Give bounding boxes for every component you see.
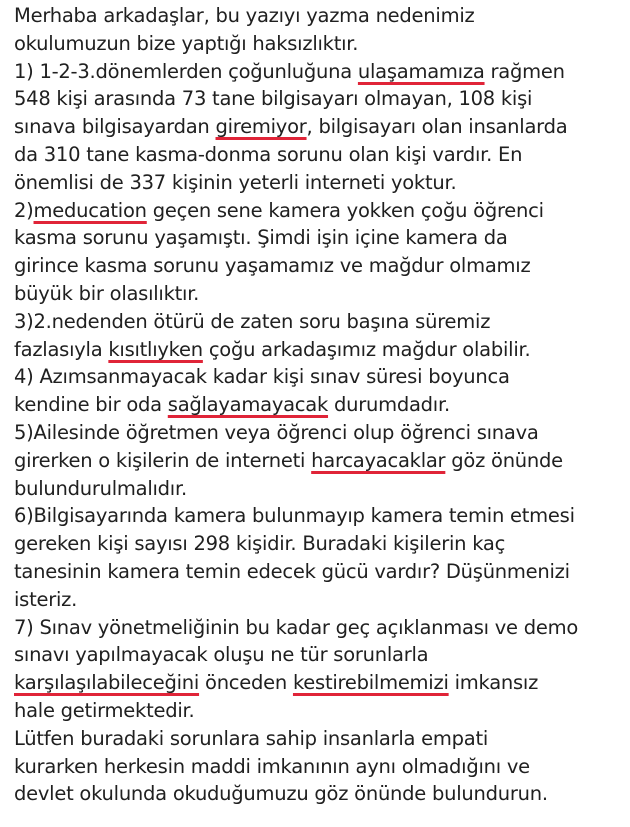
text-run: kurarken herkesin maddi imkanının aynı olmadığını ve [14, 754, 530, 778]
text-line [14, 85, 620, 113]
text-line [14, 669, 620, 697]
text-line [14, 252, 620, 280]
text-run: geçen sene kamera yokken çoğu öğrenci [146, 198, 544, 222]
text-run: gereken kişi sayısı 298 kişidir. Buradaki kişilerin kaç [14, 532, 506, 556]
text-line [14, 419, 620, 447]
text-run: 3)2.nedenden ötürü de zaten soru başına süremiz [14, 309, 491, 333]
text-line [14, 753, 620, 781]
text-line [14, 586, 620, 614]
text-run: önceden [199, 671, 293, 695]
text-line [14, 697, 620, 725]
text-line [14, 475, 620, 503]
misspelled-word[interactable]: kestirebilmemizi [292, 671, 449, 695]
misspelled-word[interactable]: harcayacaklar [311, 448, 446, 472]
text-run: Merhaba arkadaşlar, bu yazıyı yazma nedenimiz [14, 4, 475, 27]
text-run: durumdadır. [328, 393, 450, 417]
misspelled-word[interactable]: kısıtlıyken [108, 337, 203, 361]
document-text [14, 2, 620, 808]
text-line [14, 169, 620, 197]
text-line [14, 530, 620, 558]
text-run: devlet okulunda okuduğumuzu göz önünde bulundurun. [14, 782, 548, 806]
text-run: sınava bilgisayardan [14, 115, 216, 139]
text-line [14, 30, 620, 58]
text-run: girerken o kişilerin de interneti [14, 448, 312, 472]
text-run: çoğu arkadaşımız mağdur olabilir. [202, 337, 531, 361]
text-run: bulundurulmalıdır. [14, 476, 187, 500]
text-run: 1) 1-2-3.dönemlerden çoğunluğuna [14, 59, 358, 83]
text-run: imkansız [448, 671, 539, 695]
misspelled-word[interactable]: meducation [33, 198, 147, 222]
text-line [14, 113, 620, 141]
text-run: da 310 tane kasma-donma sorunu olan kişi vardır. En [14, 142, 523, 166]
misspelled-word[interactable]: karşılaşılabileceğini [14, 671, 200, 695]
text-run: sınavı yapılmayacak oluşu ne tür sorunlarla [14, 643, 429, 667]
text-line [14, 58, 620, 86]
text-run: hale getirmektedir. [14, 698, 195, 722]
text-line [14, 447, 620, 475]
text-run: önemlisi de 337 kişinin yeterli interneti yoktur. [14, 170, 457, 194]
text-run: fazlasıyla [14, 337, 109, 361]
text-line [14, 197, 620, 225]
text-run: 548 kişi arasında 73 tane bilgisayarı olmayan, 108 kişi [14, 87, 533, 111]
text-line [14, 502, 620, 530]
text-run: girince kasma sorunu yaşamamız ve mağdur olmamız [14, 254, 531, 278]
text-line [14, 641, 620, 669]
text-run: büyük bir olasılıktır. [14, 281, 200, 305]
misspelled-word[interactable]: ulaşamamıza [357, 59, 485, 83]
text-run: rağmen [484, 59, 565, 83]
text-run: okulumuzun bize yaptığı haksızlıktır. [14, 31, 359, 55]
text-run: 2) [14, 198, 34, 222]
text-line [14, 614, 620, 642]
text-line [14, 558, 620, 586]
text-line [14, 780, 620, 808]
text-run: kendine bir oda [14, 393, 168, 417]
text-run: Lütfen buradaki sorunlara sahip insanlarla empati [14, 726, 489, 750]
text-run: 4) Azımsanmayacak kadar kişi sınav süresi boyunca [14, 365, 510, 389]
text-run: 7) Sınav yönetmeliğinin bu kadar geç açıklanması ve demo [14, 615, 579, 639]
text-run: 6)Bilgisayarında kamera bulunmayıp kamera temin etmesi [14, 504, 575, 528]
text-run: tanesinin kamera temin edecek gücü vardır? Düşünmenizi [14, 559, 570, 583]
text-line [14, 363, 620, 391]
text-run: göz önünde [445, 448, 563, 472]
misspelled-word[interactable]: sağlayamayacak [167, 393, 329, 417]
text-line [14, 725, 620, 753]
text-run: isteriz. [14, 587, 78, 611]
text-run: , bilgisayarı olan insanlarda [306, 115, 568, 139]
text-line [14, 224, 620, 252]
text-run: 5)Ailesinde öğretmen veya öğrenci olup öğrenci sınava [14, 420, 539, 444]
text-run: kasma sorunu yaşamıştı. Şimdi işin içine kamera da [14, 226, 508, 250]
text-line [14, 308, 620, 336]
text-line [14, 391, 620, 419]
text-line [14, 141, 620, 169]
text-line [14, 336, 620, 364]
text-line [14, 2, 620, 30]
text-line [14, 280, 620, 308]
misspelled-word[interactable]: giremiyor [215, 115, 307, 139]
